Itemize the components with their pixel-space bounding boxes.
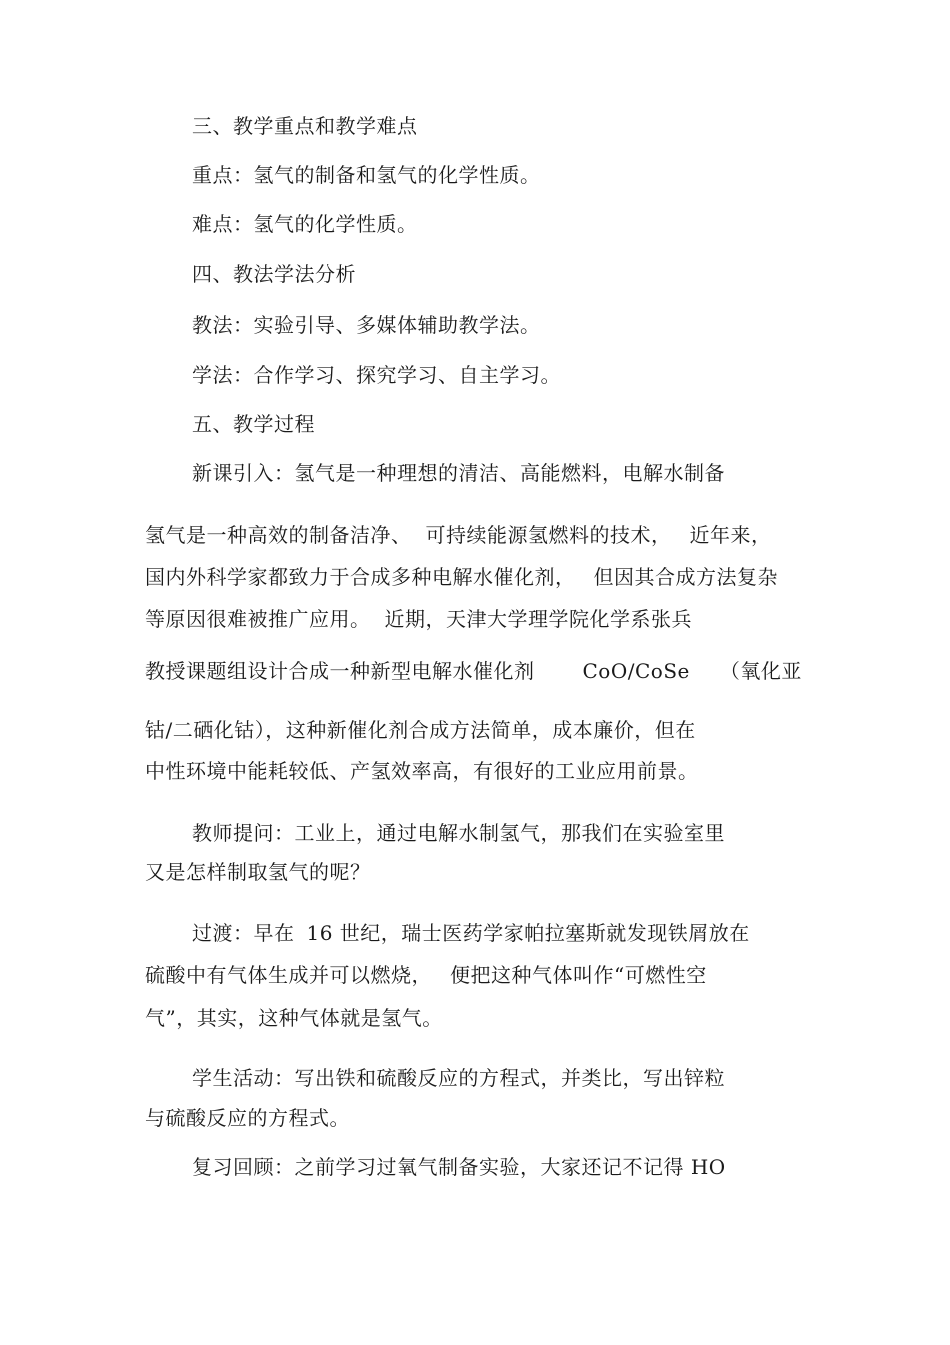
catalyst-formula: CoO/CoSe bbox=[582, 659, 690, 683]
teaching-method-line: 教法：实验引导、多媒体辅助教学法。 bbox=[192, 313, 541, 337]
intro-paragraph-line-1: 新课引入：氢气是一种理想的清洁、高能燃料，电解水制备 bbox=[192, 461, 725, 485]
transition-line-1-part-a: 过渡：早在 bbox=[192, 921, 295, 945]
intro-paragraph-line-6: 钴/二硒化钴），这种新催化剂合成方法简单，成本廉价，但在 bbox=[145, 718, 696, 742]
transition-line-2 bbox=[145, 962, 707, 988]
teacher-question-line-2: 又是怎样制取氢气的呢？ bbox=[145, 860, 371, 884]
transition-line-2-part-b: 便把这种气体叫作“可燃性空 bbox=[450, 963, 707, 987]
section-3-heading: 三、教学重点和教学难点 bbox=[192, 114, 418, 138]
transition-line-1-part-b: 16 世纪，瑞士医药学家帕拉塞斯就发现铁屑放在 bbox=[306, 921, 750, 945]
intro-line-4-part-a: 等原因很难被推广应用。 bbox=[145, 607, 371, 631]
transition-line-3: 气”，其实，这种气体就是氢气。 bbox=[145, 1006, 443, 1030]
review-line-1: 复习回顾：之前学习过氧气制备实验，大家还记不记得 HO bbox=[192, 1155, 726, 1179]
intro-line-5-part-a: 教授课题组设计合成一种新型电解水催化剂 bbox=[145, 659, 535, 683]
transition-line-2-part-a: 硫酸中有气体生成并可以燃烧， bbox=[145, 963, 432, 987]
intro-paragraph-line-5 bbox=[145, 658, 802, 684]
section-4-heading: 四、教法学法分析 bbox=[192, 262, 356, 286]
transition-line-1 bbox=[192, 920, 750, 946]
learning-method-line: 学法：合作学习、探究学习、自主学习。 bbox=[192, 363, 561, 387]
intro-paragraph-line-2 bbox=[145, 522, 772, 548]
difficult-point-line: 难点：氢气的化学性质。 bbox=[192, 212, 418, 236]
intro-line-3-part-b: 但因其合成方法复杂 bbox=[593, 565, 778, 589]
student-activity-line-1: 学生活动：写出铁和硫酸反应的方程式，并类比，写出锌粒 bbox=[192, 1066, 725, 1090]
intro-line-3-part-a: 国内外科学家都致力于合成多种电解水催化剂， bbox=[145, 565, 576, 589]
intro-paragraph-line-4 bbox=[145, 606, 692, 632]
student-activity-line-2: 与硫酸反应的方程式。 bbox=[145, 1106, 350, 1130]
key-point-line: 重点：氢气的制备和氢气的化学性质。 bbox=[192, 163, 541, 187]
intro-line-2-part-c: 近年来， bbox=[689, 523, 772, 547]
intro-paragraph-line-7: 中性环境中能耗较低、产氢效率高，有很好的工业应用前景。 bbox=[145, 759, 699, 783]
intro-paragraph-line-3 bbox=[145, 564, 778, 590]
intro-line-5-part-c: （氧化亚 bbox=[719, 659, 802, 683]
teacher-question-line-1: 教师提问：工业上，通过电解水制氢气，那我们在实验室里 bbox=[192, 821, 725, 845]
section-5-heading: 五、教学过程 bbox=[192, 412, 315, 436]
intro-line-4-part-b: 近期，天津大学理学院化学系张兵 bbox=[384, 607, 692, 631]
intro-line-2-part-a: 氢气是一种高效的制备洁净、 bbox=[145, 523, 412, 547]
intro-line-2-part-b: 可持续能源氢燃料的技术， bbox=[425, 523, 672, 547]
